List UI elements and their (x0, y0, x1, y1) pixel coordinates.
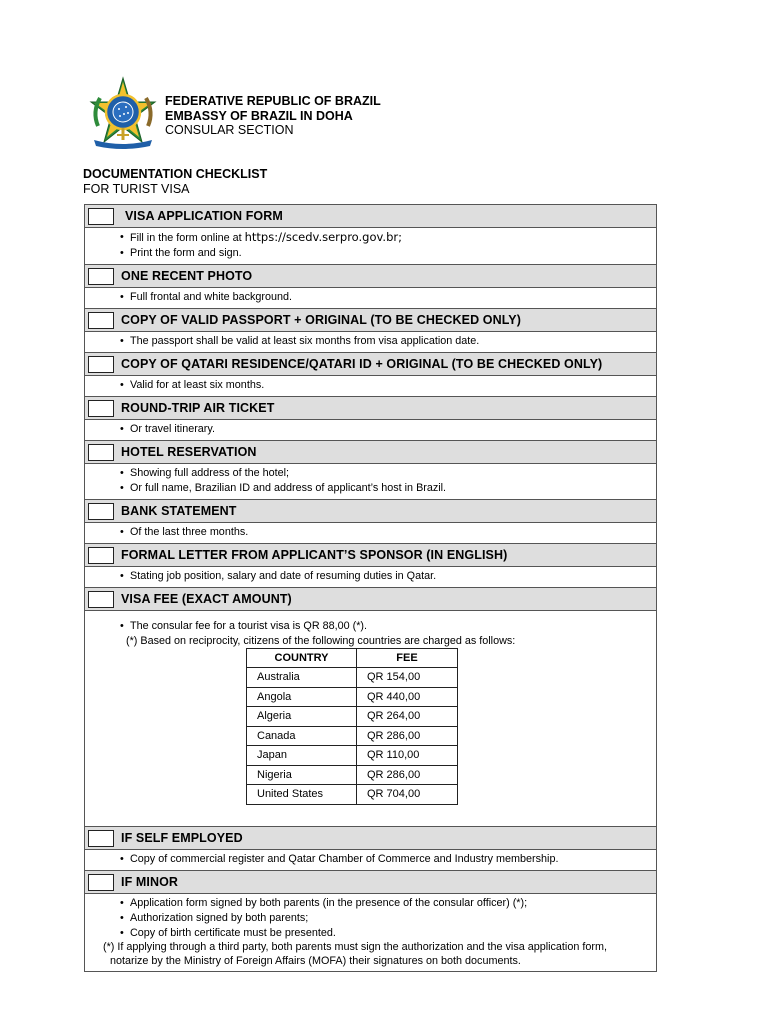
country-cell: Nigeria (247, 765, 357, 785)
checkbox[interactable] (88, 503, 114, 520)
fee-table (246, 648, 458, 805)
section-body (85, 894, 656, 972)
section-title: COPY OF VALID PASSPORT + ORIGINAL (TO BE CHECKED ONLY) (121, 313, 522, 327)
form-url-link[interactable]: https://scedv.serpro.gov.br; (244, 230, 402, 244)
bullet-item (85, 525, 656, 540)
section-title: IF SELF EMPLOYED (121, 831, 243, 845)
section-air-ticket (85, 397, 656, 420)
section-title: COPY OF QATARI RESIDENCE/QATARI ID + ORIGINAL (TO BE CHECKED ONLY) (121, 357, 603, 371)
bullet-text: Or travel itinerary. (130, 423, 215, 435)
section-body (85, 464, 656, 500)
section-body (85, 850, 656, 871)
bullet-item (85, 466, 656, 481)
section-body (85, 523, 656, 544)
column-header-fee: FEE (357, 649, 458, 668)
section-sponsor-letter (85, 544, 656, 567)
country-cell: United States (247, 785, 357, 805)
bullet-text: Or full name, Brazilian ID and address of applicant’s host in Brazil. (130, 482, 447, 494)
fee-cell: QR 110,00 (357, 746, 458, 766)
fee-cell: QR 286,00 (357, 765, 458, 785)
section-body (85, 332, 656, 353)
section-body (85, 376, 656, 397)
table-row (247, 765, 458, 785)
section-title: FORMAL LETTER FROM APPLICANT’S SPONSOR (IN ENGLISH) (121, 548, 508, 562)
document-subtitle: FOR TURIST VISA (83, 182, 190, 196)
embassy-heading (165, 94, 381, 138)
section-visa-application-form (85, 205, 656, 228)
country-cell: Algeria (247, 707, 357, 727)
bullet-text: Showing full address of the hotel; (130, 467, 290, 479)
section-bank-statement (85, 500, 656, 523)
checkbox[interactable] (88, 444, 114, 461)
table-row (247, 707, 458, 727)
country-name: FEDERATIVE REPUBLIC OF BRAZIL (165, 94, 381, 108)
bullet-text: Copy of birth certificate must be presented. (130, 927, 336, 939)
section-photo (85, 265, 656, 288)
section-body (85, 420, 656, 441)
table-row (247, 746, 458, 766)
checkbox[interactable] (88, 547, 114, 564)
bullet-item (85, 896, 656, 911)
section-qatari-residence (85, 353, 656, 376)
bullet-item (85, 619, 656, 634)
checkbox[interactable] (88, 591, 114, 608)
section-minor (85, 871, 656, 894)
fee-cell: QR 286,00 (357, 726, 458, 746)
bullet-text: The consular fee for a tourist visa is QR 88,00 (*). (130, 620, 368, 632)
checkbox[interactable] (88, 874, 114, 891)
footnote-line: notarize by the Ministry of Foreign Affairs (MOFA) their signatures on both documents. (110, 954, 521, 967)
country-cell: Australia (247, 668, 357, 688)
fee-cell: QR 440,00 (357, 687, 458, 707)
bullet-text: Valid for at least six months. (130, 379, 265, 391)
footnote-line: (*) If applying through a third party, both parents must sign the authorization and the visa application form, (103, 941, 607, 953)
table-row (247, 785, 458, 805)
bullet-text: Application form signed by both parents (in the presence of the consular officer) (*); (130, 897, 528, 909)
bullet-item (85, 481, 656, 496)
section-title: IF MINOR (121, 875, 179, 889)
fee-cell: QR 704,00 (357, 785, 458, 805)
reciprocity-note: (*) Based on reciprocity, citizens of the following countries are charged as follows: (126, 635, 516, 647)
section-title: ROUND-TRIP AIR TICKET (121, 401, 275, 415)
minor-footnote (85, 941, 663, 968)
section-title: VISA FEE (EXACT AMOUNT) (121, 592, 292, 606)
section-hotel-reservation (85, 441, 656, 464)
checklist-table (84, 204, 657, 972)
bullet-item (85, 569, 656, 584)
section-self-employed (85, 827, 656, 850)
bullet-text: Full frontal and white background. (130, 291, 293, 303)
bullet-item (85, 911, 656, 926)
country-cell: Japan (247, 746, 357, 766)
bullet-item (85, 926, 656, 941)
section-title: BANK STATEMENT (121, 504, 237, 518)
fee-cell: QR 264,00 (357, 707, 458, 727)
bullet-item (85, 852, 656, 867)
section-name: CONSULAR SECTION (165, 123, 294, 137)
section-body (85, 288, 656, 309)
bullet-item (85, 422, 656, 437)
bullet-text: Fill in the form online at (130, 232, 245, 244)
section-visa-fee (85, 588, 656, 611)
section-title: VISA APPLICATION FORM (125, 209, 283, 223)
document-title: DOCUMENTATION CHECKLIST (83, 167, 268, 181)
bullet-item (85, 334, 656, 349)
bullet-text: The passport shall be valid at least six months from visa application date. (130, 335, 480, 347)
bullet-text: Authorization signed by both parents; (130, 912, 309, 924)
checkbox[interactable] (88, 356, 114, 373)
letterhead (86, 76, 606, 150)
section-passport (85, 309, 656, 332)
document-title-block (83, 167, 267, 197)
section-title: ONE RECENT PHOTO (121, 269, 253, 283)
embassy-name: EMBASSY OF BRAZIL IN DOHA (165, 108, 353, 123)
fee-cell: QR 154,00 (357, 668, 458, 688)
checkbox[interactable] (88, 830, 114, 847)
section-body (85, 567, 656, 588)
checkbox[interactable] (88, 400, 114, 417)
column-header-country: COUNTRY (247, 649, 357, 668)
section-body (85, 611, 656, 827)
bullet-text: Of the last three months. (130, 526, 249, 538)
bullet-item (85, 290, 656, 305)
table-row (247, 726, 458, 746)
checkbox[interactable] (88, 268, 114, 285)
bullet-item (85, 230, 656, 246)
table-row (247, 668, 458, 688)
checkbox[interactable] (88, 208, 114, 225)
bullet-text: Print the form and sign. (130, 247, 242, 259)
brazil-coat-of-arms-icon (86, 76, 160, 150)
fee-table-header (247, 649, 458, 668)
country-cell: Canada (247, 726, 357, 746)
bullet-item (85, 246, 656, 261)
bullet-text: Stating job position, salary and date of resuming duties in Qatar. (130, 570, 437, 582)
section-body (85, 228, 656, 265)
checkbox[interactable] (88, 312, 114, 329)
country-cell: Angola (247, 687, 357, 707)
table-row (247, 687, 458, 707)
bullet-text: Copy of commercial register and Qatar Chamber of Commerce and Industry membership. (130, 853, 559, 865)
bullet-item (85, 378, 656, 393)
section-title: HOTEL RESERVATION (121, 445, 257, 459)
